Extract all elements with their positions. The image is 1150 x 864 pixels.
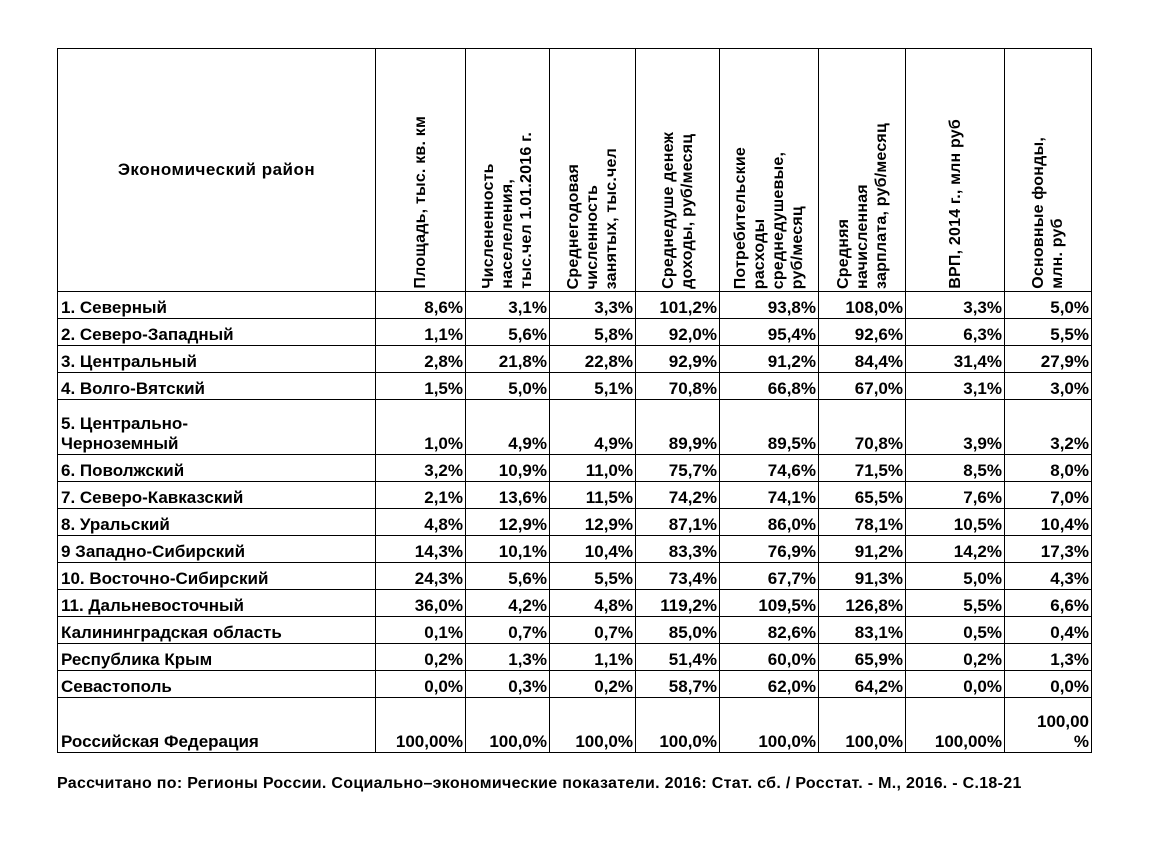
table-row — [58, 644, 1092, 671]
value-cell: 12,9% — [550, 509, 636, 536]
table-row — [58, 346, 1092, 373]
value-cell: 60,0% — [720, 644, 819, 671]
value-cell: 70,8% — [819, 400, 906, 455]
value-cell: 6,6% — [1005, 590, 1092, 617]
value-cell: 62,0% — [720, 671, 819, 698]
value-cell: 10,9% — [466, 455, 550, 482]
value-cell: 86,0% — [720, 509, 819, 536]
value-cell: 3,2% — [1005, 400, 1092, 455]
value-cell: 58,7% — [636, 671, 720, 698]
value-cell: 10,4% — [550, 536, 636, 563]
value-cell: 65,5% — [819, 482, 906, 509]
region-name: 9 Западно-Сибирский — [58, 536, 376, 563]
value-cell: 100,0% — [720, 698, 819, 753]
value-cell: 1,5% — [376, 373, 466, 400]
value-cell: 65,9% — [819, 644, 906, 671]
value-cell: 70,8% — [636, 373, 720, 400]
header-fixed-assets — [1005, 49, 1092, 292]
value-cell: 3,1% — [466, 292, 550, 319]
header-salary-label: Средняя начисленная зарплата, руб/месяц — [834, 123, 890, 289]
region-name: 6. Поволжский — [58, 455, 376, 482]
value-cell: 100,0% — [550, 698, 636, 753]
value-cell: 100,00% — [906, 698, 1005, 753]
header-row — [58, 49, 1092, 292]
value-cell: 0,1% — [376, 617, 466, 644]
value-cell: 71,5% — [819, 455, 906, 482]
header-employed — [550, 49, 636, 292]
value-cell: 3,9% — [906, 400, 1005, 455]
value-cell: 92,6% — [819, 319, 906, 346]
value-cell: 5,0% — [1005, 292, 1092, 319]
value-cell: 10,1% — [466, 536, 550, 563]
header-expenses — [720, 49, 819, 292]
value-cell: 0,2% — [906, 644, 1005, 671]
regions-table — [57, 48, 1092, 753]
value-cell: 11,0% — [550, 455, 636, 482]
value-cell: 7,0% — [1005, 482, 1092, 509]
region-name: Калининградская область — [58, 617, 376, 644]
table-row — [58, 590, 1092, 617]
value-cell: 0,0% — [1005, 671, 1092, 698]
value-cell: 1,0% — [376, 400, 466, 455]
value-cell: 100,0% — [819, 698, 906, 753]
table-row — [58, 455, 1092, 482]
value-cell: 0,2% — [376, 644, 466, 671]
value-cell: 83,1% — [819, 617, 906, 644]
value-cell: 91,3% — [819, 563, 906, 590]
value-cell: 67,7% — [720, 563, 819, 590]
value-cell: 1,1% — [550, 644, 636, 671]
value-cell: 5,6% — [466, 319, 550, 346]
value-cell: 100,00% — [376, 698, 466, 753]
value-cell: 64,2% — [819, 671, 906, 698]
value-cell: 91,2% — [720, 346, 819, 373]
value-cell: 0,2% — [550, 671, 636, 698]
value-cell: 4,9% — [466, 400, 550, 455]
header-salary — [819, 49, 906, 292]
value-cell: 126,8% — [819, 590, 906, 617]
region-name: 8. Уральский — [58, 509, 376, 536]
value-cell: 119,2% — [636, 590, 720, 617]
document — [57, 48, 1092, 753]
value-cell: 2,8% — [376, 346, 466, 373]
value-cell: 13,6% — [466, 482, 550, 509]
value-cell: 5,6% — [466, 563, 550, 590]
region-name: 3. Центральный — [58, 346, 376, 373]
value-cell: 1,1% — [376, 319, 466, 346]
value-cell: 3,2% — [376, 455, 466, 482]
table-row — [58, 536, 1092, 563]
value-cell: 7,6% — [906, 482, 1005, 509]
table-row — [58, 400, 1092, 455]
value-cell: 4,8% — [376, 509, 466, 536]
value-cell: 75,7% — [636, 455, 720, 482]
value-cell: 85,0% — [636, 617, 720, 644]
value-cell: 101,2% — [636, 292, 720, 319]
region-name: 10. Восточно-Сибирский — [58, 563, 376, 590]
value-cell: 22,8% — [550, 346, 636, 373]
value-cell: 24,3% — [376, 563, 466, 590]
value-cell: 12,9% — [466, 509, 550, 536]
header-region: Экономический район — [58, 49, 376, 292]
value-cell: 93,8% — [720, 292, 819, 319]
region-name: Российская Федерация — [58, 698, 376, 753]
table-body — [58, 292, 1092, 753]
value-cell: 109,5% — [720, 590, 819, 617]
header-population — [466, 49, 550, 292]
value-cell: 74,1% — [720, 482, 819, 509]
value-cell: 14,3% — [376, 536, 466, 563]
value-cell: 4,9% — [550, 400, 636, 455]
value-cell: 5,5% — [1005, 319, 1092, 346]
value-cell: 0,5% — [906, 617, 1005, 644]
region-name: 11. Дальневосточный — [58, 590, 376, 617]
value-cell: 0,7% — [466, 617, 550, 644]
table-row — [58, 319, 1092, 346]
value-cell: 5,5% — [906, 590, 1005, 617]
table-row — [58, 292, 1092, 319]
header-grp-label: ВРП, 2014 г., млн руб — [946, 119, 964, 289]
value-cell: 66,8% — [720, 373, 819, 400]
header-grp — [906, 49, 1005, 292]
value-cell: 10,5% — [906, 509, 1005, 536]
value-cell: 76,9% — [720, 536, 819, 563]
value-cell: 51,4% — [636, 644, 720, 671]
region-name: Севастополь — [58, 671, 376, 698]
value-cell: 83,3% — [636, 536, 720, 563]
value-cell: 1,3% — [1005, 644, 1092, 671]
value-cell: 10,4% — [1005, 509, 1092, 536]
region-name: 1. Северный — [58, 292, 376, 319]
value-cell: 8,5% — [906, 455, 1005, 482]
value-cell: 89,5% — [720, 400, 819, 455]
value-cell: 4,2% — [466, 590, 550, 617]
header-expenses-label: Потребительские расходы среднедушевые, руб/месяц — [732, 146, 806, 289]
value-cell: 91,2% — [819, 536, 906, 563]
value-cell: 74,6% — [720, 455, 819, 482]
header-area — [376, 49, 466, 292]
value-cell: 3,0% — [1005, 373, 1092, 400]
value-cell: 4,8% — [550, 590, 636, 617]
value-cell: 87,1% — [636, 509, 720, 536]
value-cell: 73,4% — [636, 563, 720, 590]
value-cell: 5,8% — [550, 319, 636, 346]
value-cell: 100,00 % — [1005, 698, 1092, 753]
value-cell: 78,1% — [819, 509, 906, 536]
value-cell: 36,0% — [376, 590, 466, 617]
value-cell: 0,7% — [550, 617, 636, 644]
value-cell: 95,4% — [720, 319, 819, 346]
value-cell: 5,1% — [550, 373, 636, 400]
value-cell: 0,3% — [466, 671, 550, 698]
table-row — [58, 698, 1092, 753]
value-cell: 3,1% — [906, 373, 1005, 400]
header-employed-label: Среднегодовая численность занятых, тыс.чел — [565, 147, 620, 289]
value-cell: 0,0% — [376, 671, 466, 698]
value-cell: 2,1% — [376, 482, 466, 509]
value-cell: 100,0% — [636, 698, 720, 753]
table-row — [58, 373, 1092, 400]
region-name: 4. Волго-Вятский — [58, 373, 376, 400]
value-cell: 0,4% — [1005, 617, 1092, 644]
header-area-label: Площадь, тыс. кв. км — [412, 116, 429, 289]
table-row — [58, 563, 1092, 590]
value-cell: 84,4% — [819, 346, 906, 373]
value-cell: 5,5% — [550, 563, 636, 590]
region-name: 5. Центрально- Черноземный — [58, 400, 376, 455]
value-cell: 82,6% — [720, 617, 819, 644]
value-cell: 74,2% — [636, 482, 720, 509]
header-income — [636, 49, 720, 292]
header-population-label: Числененность населеления, тыс.чел 1.01.2016 г. — [480, 132, 535, 289]
value-cell: 21,8% — [466, 346, 550, 373]
value-cell: 3,3% — [906, 292, 1005, 319]
value-cell: 108,0% — [819, 292, 906, 319]
value-cell: 92,0% — [636, 319, 720, 346]
value-cell: 6,3% — [906, 319, 1005, 346]
value-cell: 5,0% — [906, 563, 1005, 590]
value-cell: 11,5% — [550, 482, 636, 509]
value-cell: 8,0% — [1005, 455, 1092, 482]
value-cell: 4,3% — [1005, 563, 1092, 590]
value-cell: 17,3% — [1005, 536, 1092, 563]
value-cell: 5,0% — [466, 373, 550, 400]
value-cell: 89,9% — [636, 400, 720, 455]
region-name: 7. Северо-Кавказский — [58, 482, 376, 509]
region-name: Республика Крым — [58, 644, 376, 671]
value-cell: 100,0% — [466, 698, 550, 753]
value-cell: 67,0% — [819, 373, 906, 400]
header-income-label: Среднедуше денеж доходы, руб/месяц — [659, 132, 696, 289]
table-row — [58, 482, 1092, 509]
value-cell: 31,4% — [906, 346, 1005, 373]
value-cell: 8,6% — [376, 292, 466, 319]
source-note: Рассчитано по: Регионы России. Социально–экономические показатели. 2016: Стат. сб. / Росстат. - М., 2016. - С.18-21 — [57, 775, 1022, 792]
table-row — [58, 671, 1092, 698]
table-row — [58, 617, 1092, 644]
region-name: 2. Северо-Западный — [58, 319, 376, 346]
value-cell: 1,3% — [466, 644, 550, 671]
value-cell: 27,9% — [1005, 346, 1092, 373]
value-cell: 3,3% — [550, 292, 636, 319]
value-cell: 0,0% — [906, 671, 1005, 698]
table-row — [58, 509, 1092, 536]
value-cell: 14,2% — [906, 536, 1005, 563]
value-cell: 92,9% — [636, 346, 720, 373]
header-fixed-assets-label: Основные фонды, млн. руб — [1030, 137, 1066, 289]
